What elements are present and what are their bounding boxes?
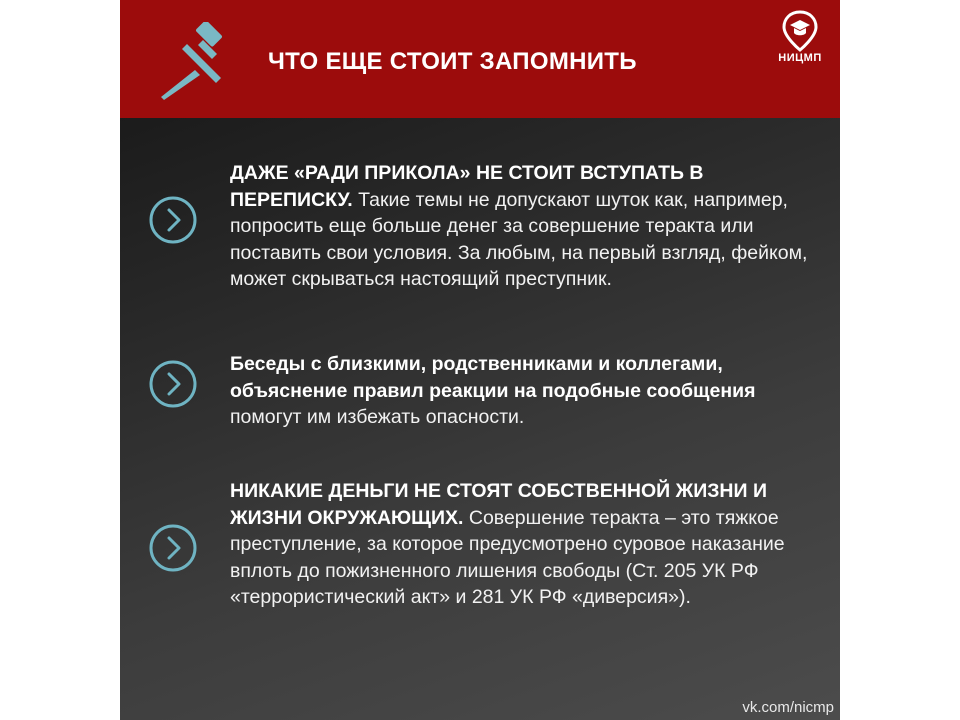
- item-body: помогут им избежать опасности.: [230, 406, 525, 428]
- chevron-right-circle-icon: [148, 359, 198, 409]
- item-heading: ДАЖЕ «РАДИ ПРИКОЛА» НЕ СТОИТ ВСТУПАТЬ В ПЕРЕПИСКУ.: [230, 162, 704, 211]
- chevron-right-circle-icon: [148, 523, 198, 573]
- footer-link[interactable]: vk.com/nicmp: [742, 699, 834, 716]
- page-title: ЧТО ЕЩЕ СТОИТ ЗАПОМНИТЬ: [268, 48, 637, 75]
- item-body: Совершение теракта – это тяжкое преступление, за которое предусмотрено суровое наказание вплоть до пожизненного лишения свободы (Ст. 205 УК РФ «террористический акт» и 281 УК РФ «диверсия»).: [230, 506, 785, 608]
- logo-text: НИЦМП: [778, 52, 822, 64]
- list-item: [230, 351, 820, 431]
- item-heading: НИКАКИЕ ДЕНЬГИ НЕ СТОЯТ СОБСТВЕННОЙ ЖИЗНИ И ЖИЗНИ ОКРУЖАЮЩИХ.: [230, 480, 767, 529]
- push-pin-icon: [156, 22, 242, 104]
- logo: [770, 10, 830, 74]
- list-item: [230, 160, 820, 293]
- header-bar: [120, 0, 840, 118]
- infographic-card: [120, 0, 840, 720]
- graduation-cap-location-pin-icon: [782, 10, 818, 52]
- chevron-right-circle-icon: [148, 195, 198, 245]
- item-body: Такие темы не допускают шуток как, например, попросить еще больше денег за совершение теракта или поставить свои условия. За любым, на первый взгляд, фейком, может скрываться настоящий преступник.: [230, 188, 808, 290]
- list-item: [230, 478, 820, 611]
- item-heading: Беседы с близкими, родственниками и коллегами, объяснение правил реакции на подобные сообщения: [230, 353, 756, 402]
